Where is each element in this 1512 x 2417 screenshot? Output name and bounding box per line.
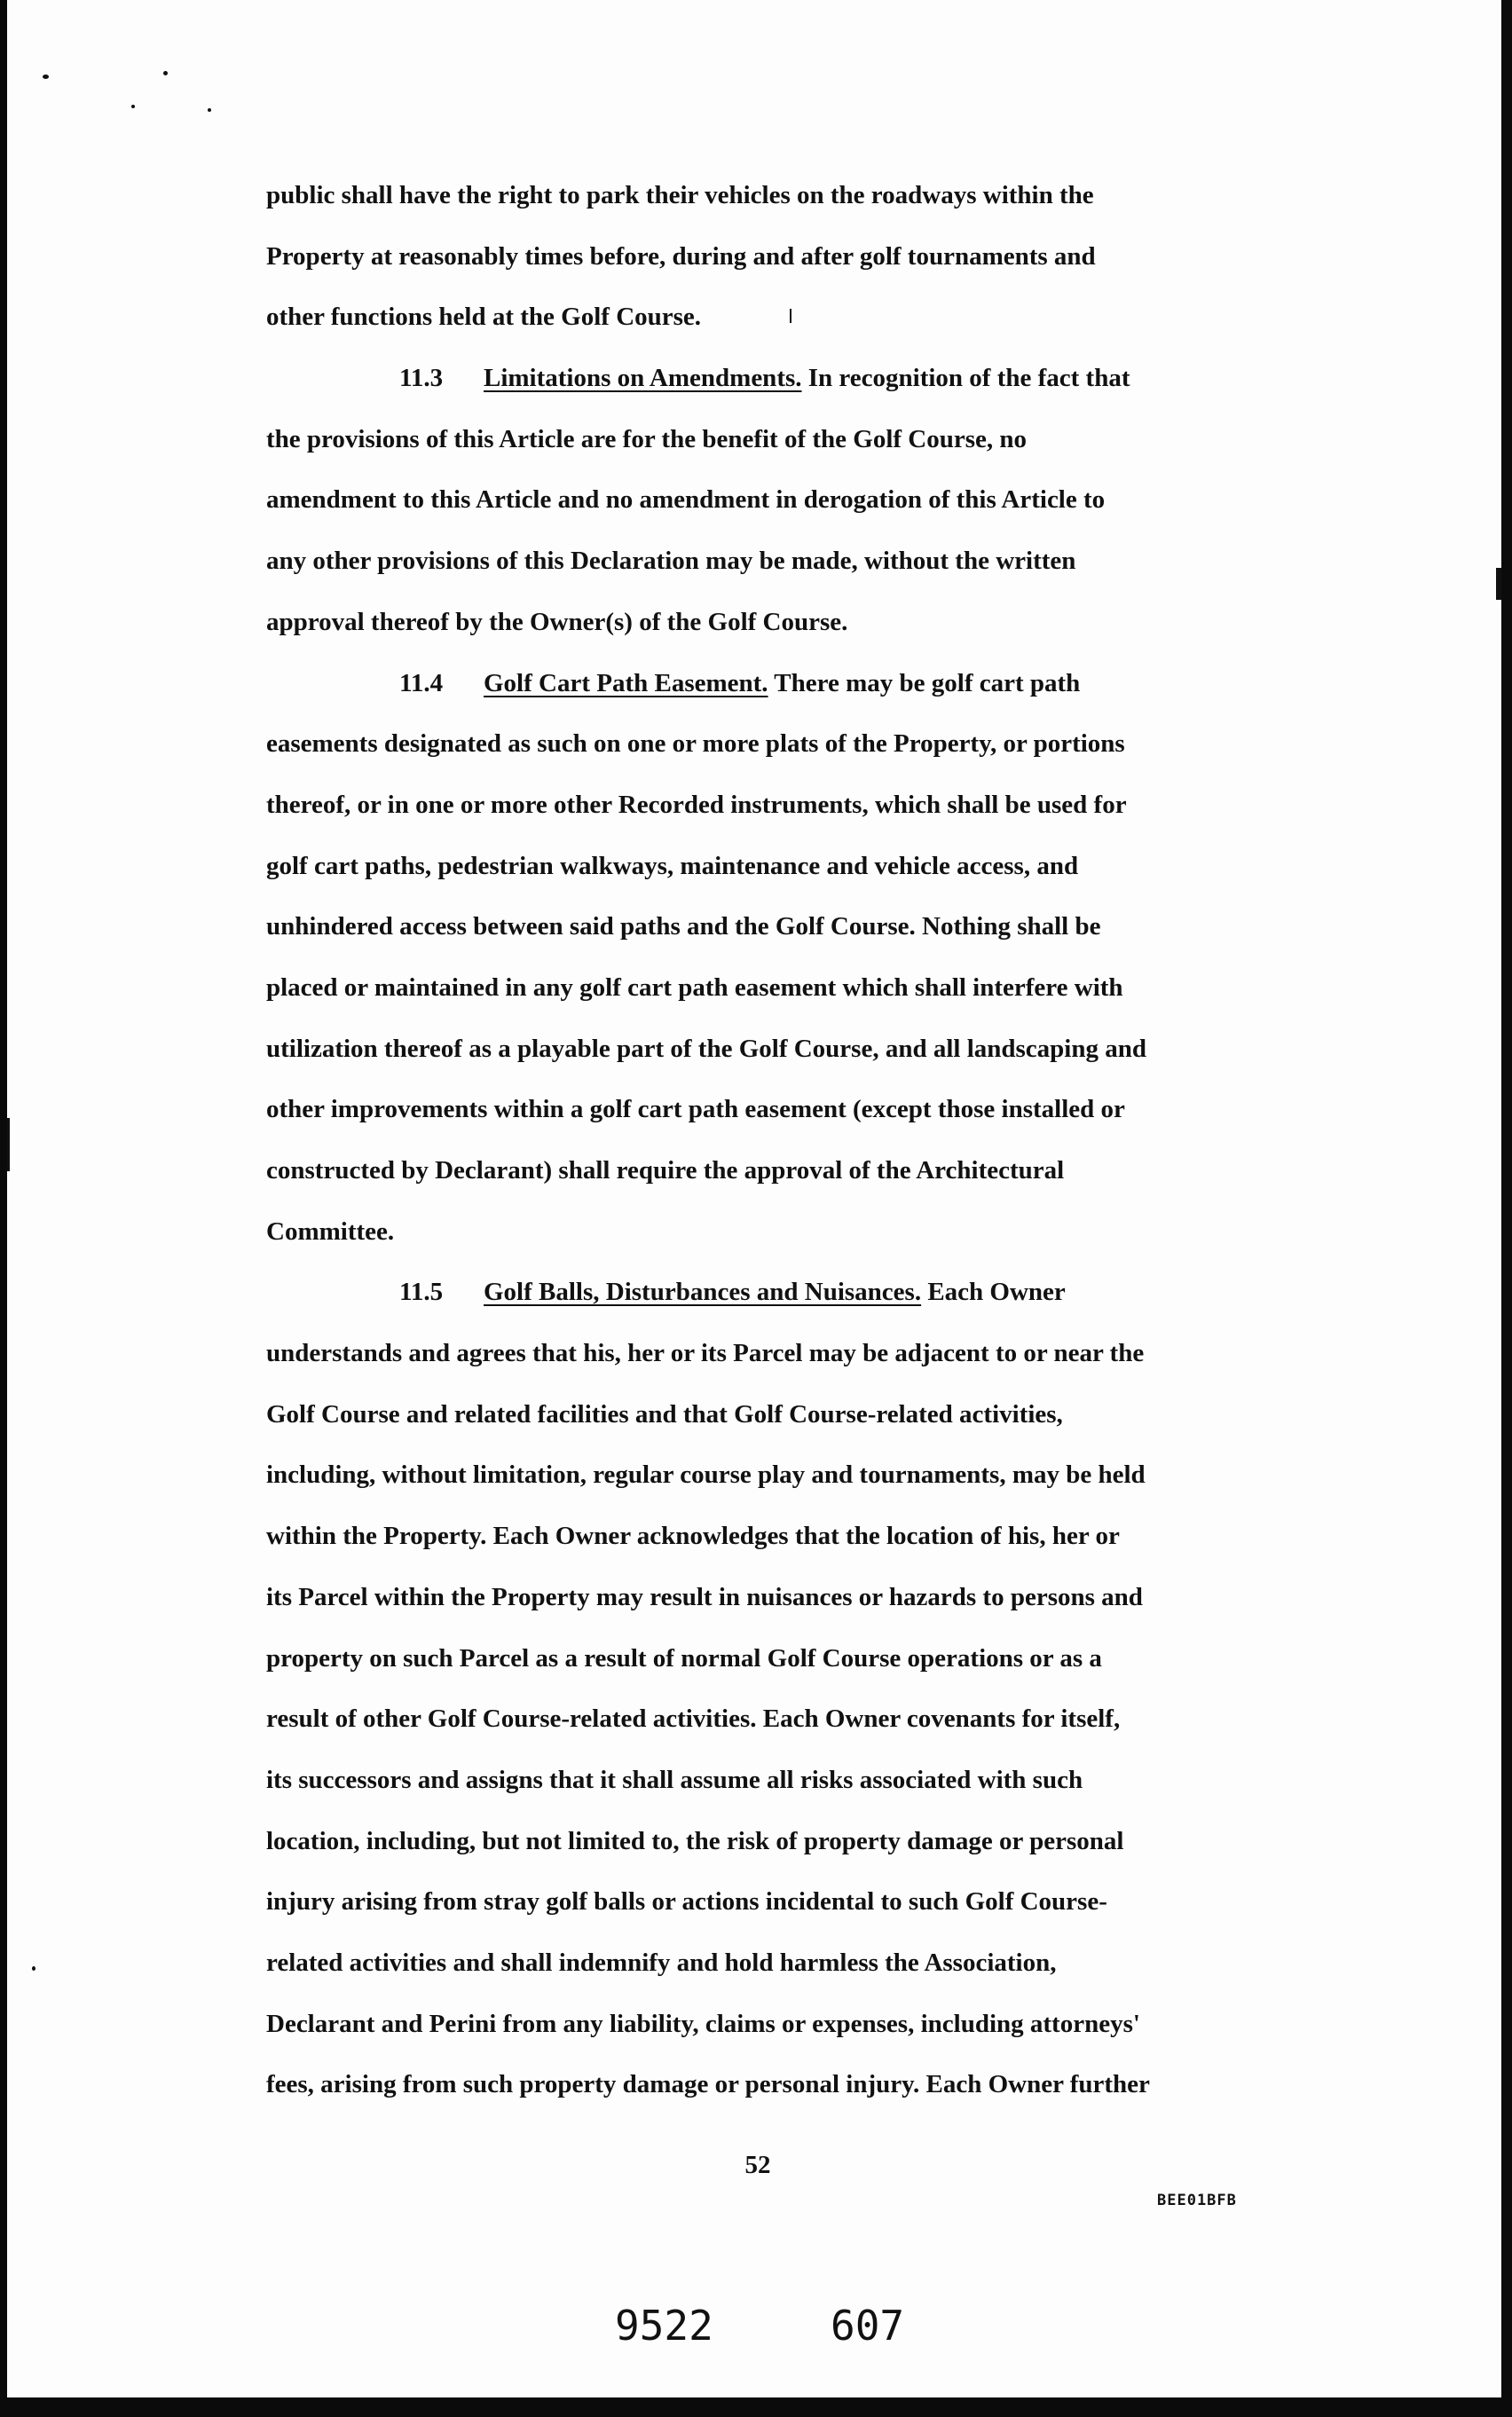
text-line: Property at reasonably times before, during and after golf tournaments and <box>266 241 1096 271</box>
section-text: Each Owner <box>921 1278 1066 1307</box>
text-line: thereof, or in one or more other Recorded instruments, which shall be used for <box>266 790 1127 819</box>
recording-book-number: 9522 <box>615 2302 713 2350</box>
section-text: There may be golf cart path <box>768 668 1081 697</box>
text-line: Declarant and Perini from any liability, claims or expenses, including attorneys' <box>266 2009 1140 2038</box>
document-body <box>266 165 1269 2115</box>
text-line: within the Property. Each Owner acknowledges that the location of his, her or <box>266 1522 1120 1551</box>
text-line: location, including, but not limited to, the risk of property damage or personal <box>266 1826 1124 1855</box>
text-line: approval thereof by the Owner(s) of the Golf Course. <box>266 607 848 636</box>
section-number: 11.3 <box>399 364 444 393</box>
text-line: other functions held at the Golf Course. <box>266 303 702 332</box>
section-text: In recognition of the fact that <box>801 364 1130 393</box>
text-line: utilization thereof as a playable part of the Golf Course, and all landscaping and <box>266 1034 1146 1063</box>
text-line: constructed by Declarant) shall require the approval of the Architectural <box>266 1156 1065 1185</box>
scan-speck <box>43 75 49 79</box>
text-line: other improvements within a golf cart path easement (except those installed or <box>266 1095 1125 1124</box>
text-line: amendment to this Article and no amendment in derogation of this Article to <box>266 485 1106 515</box>
text-line: unhindered access between said paths and the Golf Course. Nothing shall be <box>266 912 1101 941</box>
scan-edge-mark <box>7 1118 10 1171</box>
text-line: placed or maintained in any golf cart path easement which shall interfere with <box>266 972 1123 1002</box>
text-line: Golf Course and related facilities and that Golf Course-related activities, <box>266 1399 1063 1429</box>
scan-speck <box>32 1966 35 1971</box>
text-line: golf cart paths, pedestrian walkways, maintenance and vehicle access, and <box>266 851 1079 880</box>
section-11-5-heading-line <box>266 1262 1269 1323</box>
scan-speck <box>131 105 135 108</box>
text-line: related activities and shall indemnify and hold harmless the Association, <box>266 1948 1057 1977</box>
text-line: property on such Parcel as a result of normal Golf Course operations or as a <box>266 1643 1102 1673</box>
text-line: result of other Golf Course-related activities. Each Owner covenants for itself, <box>266 1704 1121 1734</box>
page-number: 52 <box>744 2151 771 2179</box>
text-line: any other provisions of this Declaration may be made, without the written <box>266 547 1076 576</box>
section-heading: Golf Cart Path Easement. <box>484 668 768 697</box>
section-heading: Limitations on Amendments. <box>484 364 802 393</box>
text-line: public shall have the right to park their vehicles on the roadways within the <box>266 181 1094 209</box>
section-number: 11.5 <box>399 1278 444 1307</box>
scan-speck <box>163 71 168 75</box>
text-line: its successors and assigns that it shall assume all risks associated with such <box>266 1765 1083 1794</box>
text-line: including, without limitation, regular course play and tournaments, may be held <box>266 1460 1146 1490</box>
section-11-4-heading-line <box>266 653 1269 714</box>
section-11-3-heading-line <box>266 348 1269 409</box>
text-line: understands and agrees that his, her or its Parcel may be adjacent to or near the <box>266 1339 1145 1368</box>
section-heading: Golf Balls, Disturbances and Nuisances. <box>484 1278 922 1307</box>
text-line: easements designated as such on one or more plats of the Property, or portions <box>266 729 1125 759</box>
text-line: Committee. <box>266 1216 395 1246</box>
recording-page-number: 607 <box>831 2302 905 2350</box>
document-code: BEE01BFB <box>1157 2192 1237 2209</box>
text-line: injury arising from stray golf balls or actions incidental to such Golf Course- <box>266 1887 1107 1917</box>
text-line: the provisions of this Article are for the benefit of the Golf Course, no <box>266 424 1028 453</box>
scan-speck <box>208 108 211 112</box>
section-number: 11.4 <box>399 668 444 697</box>
document-page <box>7 0 1501 2397</box>
scan-edge-mark <box>1496 568 1501 600</box>
text-line: its Parcel within the Property may result in nuisances or hazards to persons and <box>266 1582 1143 1611</box>
text-line: fees, arising from such property damage or personal injury. Each Owner further <box>266 2070 1150 2099</box>
